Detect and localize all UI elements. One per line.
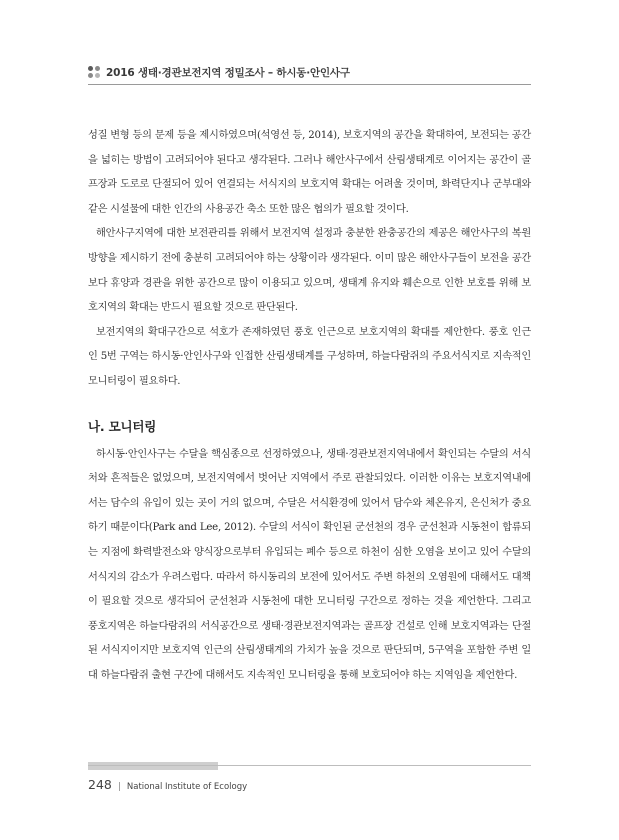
page-footer (88, 777, 247, 793)
paragraph: 보전지역의 확대구간으로 석호가 존재하였던 풍호 인근으로 보호지역의 확대를 제안한다. 풍호 인근인 5번 구역는 하시동·안인사구와 인접한 산림생태계를 구성하며, 하늘다람쥐의 주요서식지로 지속적인 모니터링이 필요하다. (88, 326, 531, 387)
page-body (88, 124, 531, 688)
page-number: 248 (88, 777, 112, 792)
header-divider (88, 84, 531, 85)
paragraph: 성질 변형 등의 문제 등을 제시하였으며(석영선 등, 2014), 보호지역의 공간을 확대하여, 보전되는 공간을 넓히는 방법이 고려되어야 된다고 생각된다. 그러나 해안사구에서 산림생태계로 이어지는 공간이 골프장과 도로로 단절되어 있어 연결되는 서식지의 보호지역 확대는 어려울 것이며, 화력단지나 군부대와 같은 시설물에 대한 인간의 사용공간 축소 또한 많은 협의가 필요할 것이다. (88, 130, 531, 215)
header-dots-icon (88, 66, 100, 78)
paragraph: 해안사구지역에 대한 보전관리를 위해서 보전지역 설정과 충분한 완충공간의 제공은 해안사구의 복원방향을 제시하기 전에 충분히 고려되어야 하는 상황이라 생각된다. 이미 많은 해안사구들이 보전을 공간보다 휴양과 경관을 위한 공간으로 많이 이용되고 있으며, 생태계 유지와 훼손으로 인한 보호를 위해 보호지역의 확대는 반드시 필요할 것으로 판단된다. (88, 228, 531, 314)
section-title: 나. 모니터링 (88, 418, 157, 434)
footer-divider (88, 765, 531, 766)
header-title: 2016 생태·경관보전지역 정밀조사 – 하시동·안인사구 (106, 66, 350, 79)
paragraph: 하시동·안인사구는 수달을 핵심종으로 선정하였으나, 생태·경관보전지역내에서 확인되는 수달의 서식처와 흔적들은 없었으며, 보전지역에서 벗어난 지역에서 주로 관찰되었다. 이러한 이유는 보호지역내에서는 담수의 유입이 있는 곳이 거의 없으며, 수달은 서식환경에 있어서 담수와 체온유지, 은신처가 중요하기 때문이다(Park and Lee, 2012). 수달의 서식이 확인된 군선천의 경우 군선천과 시동천이 합류되는 지점에 화력발전소와 양식장으로부터 유입되는 폐수 등으로 하천이 심한 오염을 보이고 있어 수달의 서식지의 감소가 우려스럽다. 따라서 하시동리의 보전에 있어서도 주변 하천의 오염원에 대해서도 대책이 필요할 것으로 생각되어 군선천과 시동천에 대한 모니터링 구간으로 정하는 것을 제언한다. 그리고 풍호지역은 하늘다람쥐의 서식공간으로 생태·경관보전지역과는 골프장 건설로 인해 보호지역과는 단절된 서식지이지만 보호지역 인근의 산림생태계의 가치가 높을 것으로 판단되며, 5구역을 포함한 주변 일대 하늘다람쥐 출현 구간에 대해서도 지속적인 모니터링을 통해 보호되어야 하는 지역임을 제언한다. (88, 448, 531, 681)
running-header (88, 64, 528, 80)
institute-name: National Institute of Ecology (126, 782, 248, 792)
footer-accent-bar (88, 762, 218, 770)
footer-separator: | (117, 782, 121, 792)
